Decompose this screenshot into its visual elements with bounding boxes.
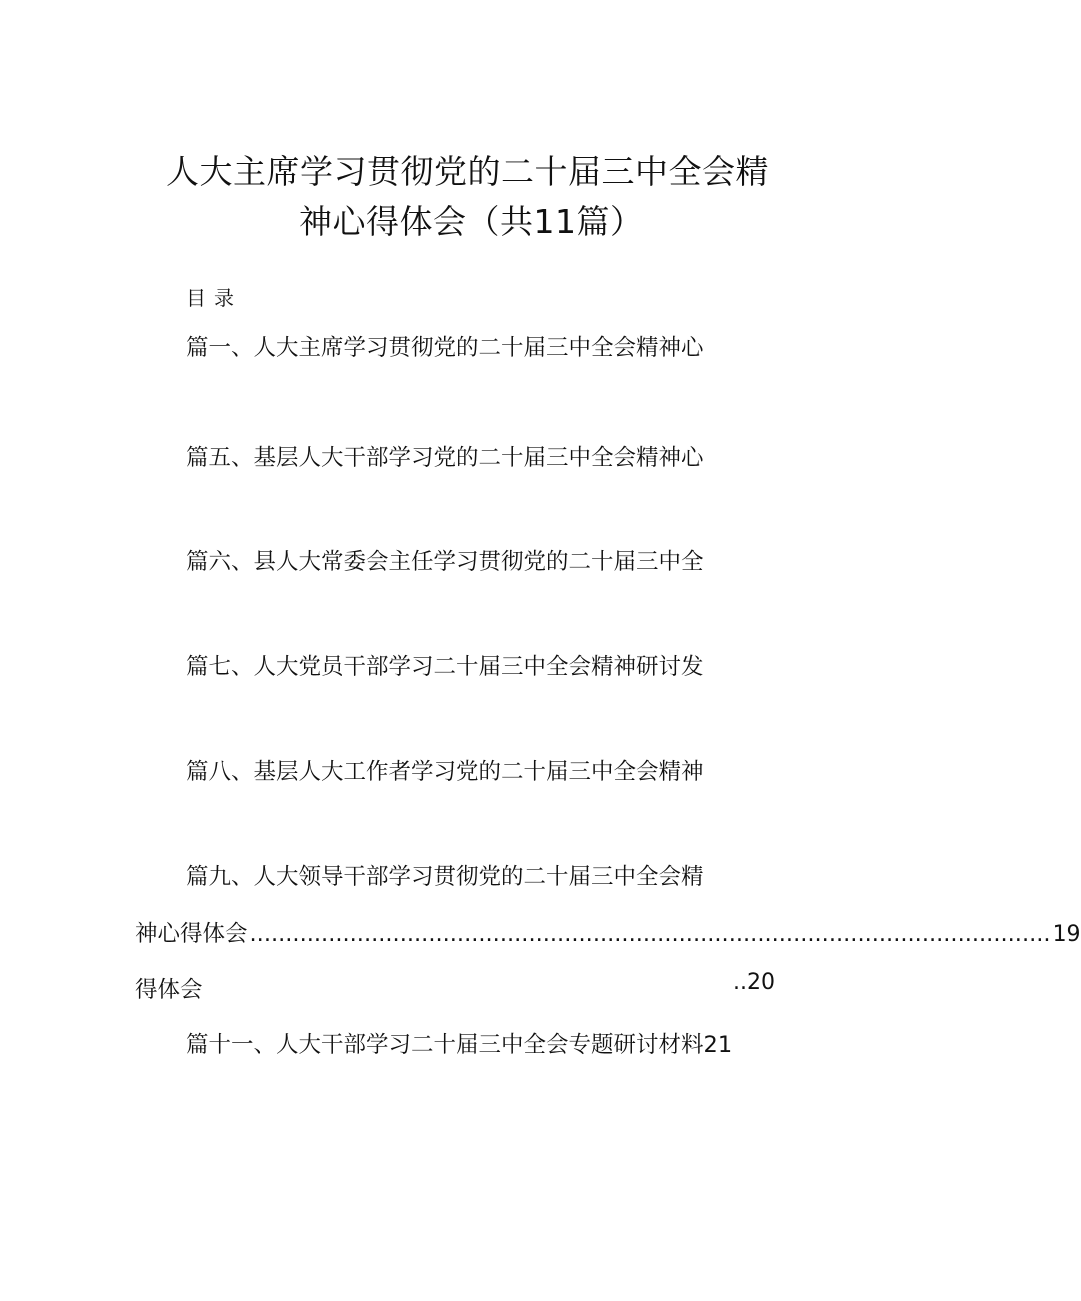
- toc-entry-5[interactable]: 篇五、基层人大干部学习党的二十届三中全会精神心: [186, 445, 704, 471]
- toc-continuation-2-text[interactable]: 得体会: [135, 977, 203, 1003]
- document-title-line-1: 人大主席学习贯彻党的二十届三中全会精: [166, 152, 769, 191]
- toc-page-number-2: ..20: [733, 970, 775, 995]
- toc-continuation-text: 神心得体会: [135, 921, 248, 947]
- toc-entry-9[interactable]: 篇九、人大领导干部学习贯彻党的二十届三中全会精: [186, 864, 704, 890]
- document-title-line-2: 神心得体会（共11篇）: [299, 202, 644, 241]
- toc-entry-9-continuation[interactable]: [135, 920, 1081, 949]
- toc-dot-leader: ................................................................................................................: [249, 921, 1051, 947]
- toc-entry-11[interactable]: 篇十一、人大干部学习二十届三中全会专题研讨材料21: [186, 1032, 733, 1058]
- toc-entry-7[interactable]: 篇七、人大党员干部学习二十届三中全会精神研讨发: [186, 654, 704, 680]
- toc-entry-8[interactable]: 篇八、基层人大工作者学习党的二十届三中全会精神: [186, 759, 704, 785]
- toc-entry-6[interactable]: 篇六、县人大常委会主任学习贯彻党的二十届三中全: [186, 549, 704, 575]
- toc-label: 目录: [186, 286, 242, 310]
- toc-page-number: 19: [1052, 922, 1081, 947]
- toc-entry-1[interactable]: 篇一、人大主席学习贯彻党的二十届三中全会精神心: [186, 335, 704, 361]
